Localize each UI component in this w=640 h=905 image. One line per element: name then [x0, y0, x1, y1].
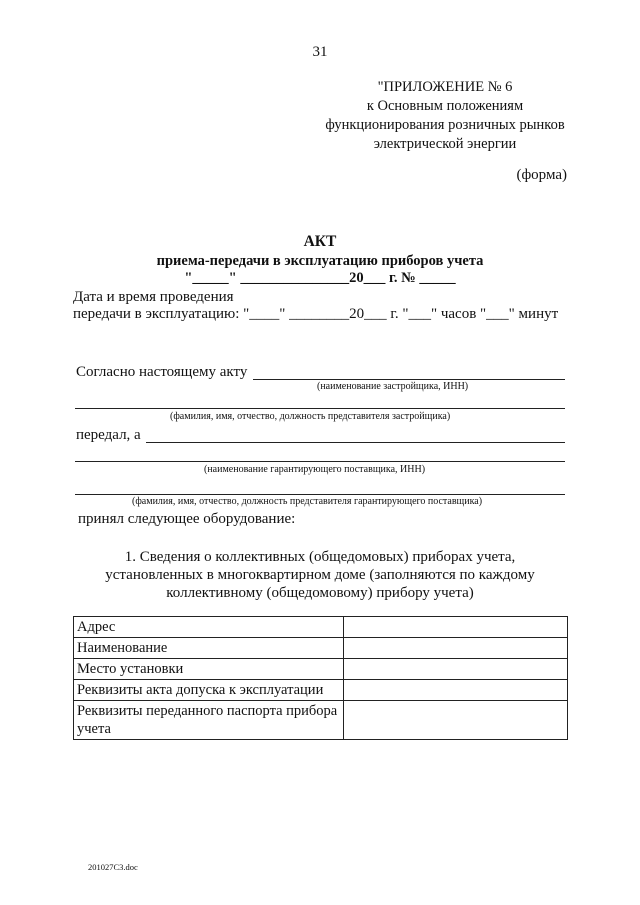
table-row — [74, 638, 568, 659]
developer-caption: (наименование застройщика, ИНН) — [317, 381, 469, 392]
appendix-line-4: электрической энергии — [373, 136, 517, 152]
meter-info-table — [73, 616, 568, 740]
table-row-value[interactable] — [343, 701, 567, 740]
table-row-label-text: Место установки — [77, 661, 184, 677]
supplier-name-field[interactable] — [75, 461, 565, 462]
form-mark: (форма) — [516, 167, 567, 183]
footer-file-code: 201027С3.doc — [88, 862, 138, 872]
table-row-value[interactable] — [343, 617, 567, 638]
table-row-label — [74, 638, 344, 659]
table-row — [74, 701, 568, 740]
table-row-label — [74, 617, 344, 638]
accepted-label: принял следующее оборудование: — [78, 511, 296, 527]
section-1-line-3: коллективному (общедомовому) прибору учета) — [166, 585, 474, 601]
act-date-number-line: "_____" _______________20___ г. № _____ — [184, 270, 456, 286]
appendix-header — [300, 78, 590, 154]
table-row-label — [74, 680, 344, 701]
table-row — [74, 659, 568, 680]
table-row-label-text: Адрес — [77, 619, 116, 635]
act-subtitle: приема-передачи в эксплуатацию приборов учета — [156, 253, 484, 269]
section-1-line-2: установленных в многоквартирном доме (заполняются по каждому — [105, 567, 535, 583]
table-row — [74, 617, 568, 638]
supplier-rep-field[interactable] — [75, 494, 565, 495]
developer-rep-field[interactable] — [75, 408, 565, 409]
table-row-value[interactable] — [343, 638, 567, 659]
table-row-label-text: Наименование — [77, 640, 168, 656]
date-time-label: Дата и время проведения — [73, 289, 234, 305]
table-row-label-text: Реквизиты акта допуска к эксплуатации — [77, 682, 324, 698]
according-label: Согласно настоящему акту — [76, 364, 248, 380]
transferred-label: передал, а — [76, 427, 141, 443]
page-number: 31 — [312, 44, 328, 60]
supplier-rep-caption: (фамилия, имя, отчество, должность представителя гарантирующего поставщика) — [132, 496, 483, 507]
supplier-caption: (наименование гарантирующего поставщика, ИНН) — [204, 464, 426, 475]
table-row-label-text: Реквизиты переданного паспорта прибора учета — [77, 703, 338, 737]
act-title: АКТ — [303, 233, 337, 250]
table-row-value[interactable] — [343, 659, 567, 680]
section-1-heading — [60, 548, 580, 602]
table-row — [74, 680, 568, 701]
appendix-line-2: к Основным положениям — [366, 98, 524, 114]
section-1-line-1: 1. Сведения о коллективных (общедомовых) приборах учета, — [124, 549, 516, 565]
appendix-line-3: функционирования розничных рынков — [325, 117, 565, 133]
appendix-line-1: "ПРИЛОЖЕНИЕ № 6 — [377, 79, 513, 95]
developer-name-field[interactable] — [253, 379, 565, 380]
developer-rep-caption: (фамилия, имя, отчество, должность представителя застройщика) — [170, 411, 451, 422]
date-time-fields: передачи в эксплуатацию: "____" ________20___ г. "___" часов "___" минут — [73, 306, 559, 322]
table-row-label — [74, 701, 344, 740]
transferred-field[interactable] — [146, 442, 565, 443]
table-row-label — [74, 659, 344, 680]
table-row-value[interactable] — [343, 680, 567, 701]
